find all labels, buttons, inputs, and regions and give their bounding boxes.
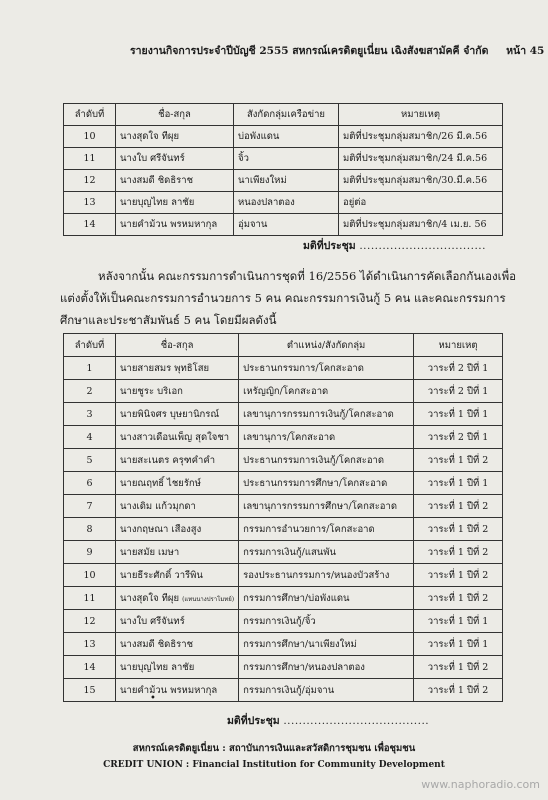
cell-position: เลขานุการ/โคกสะอาด bbox=[239, 426, 414, 449]
cell-name bbox=[116, 518, 239, 541]
selection-paragraph bbox=[60, 265, 517, 331]
table-row bbox=[64, 449, 503, 472]
cell-position: กรรมการเงินกู้/แสนพัน bbox=[239, 541, 414, 564]
person-name: นายณฤทธิ์ ไชยรักษ์ bbox=[120, 477, 201, 489]
cell-position: รองประธานกรรมการ/หนองบัวสร้าง bbox=[239, 564, 414, 587]
table-row bbox=[64, 170, 503, 192]
person-name: นายบุญไทย ลาชัย bbox=[120, 661, 195, 673]
cell-no: 12 bbox=[64, 170, 116, 192]
cell-note: มติที่ประชุมกลุ่มสมาชิก/4 เม.ย. 56 bbox=[339, 214, 503, 236]
table-header-row bbox=[64, 104, 503, 126]
cell-note: มติที่ประชุมกลุ่มสมาชิก/30.มี.ค.56 bbox=[339, 170, 503, 192]
cell-position: กรรมการศึกษา/นาเพียงใหม่ bbox=[239, 633, 414, 656]
cell-no: 11 bbox=[64, 148, 116, 170]
cell-name bbox=[116, 587, 239, 610]
cell-note: วาระที่ 1 ปีที่ 1 bbox=[414, 472, 503, 495]
cell-group: อุ่มจาน bbox=[234, 214, 339, 236]
cell-no: 1 bbox=[64, 357, 116, 380]
table-row bbox=[64, 564, 503, 587]
person-name: นายสมัย เมษา bbox=[120, 546, 180, 558]
table-row bbox=[64, 679, 503, 702]
resolution-label: มติที่ประชุม bbox=[303, 240, 356, 252]
resolution-line-2 bbox=[227, 712, 429, 729]
cell-no: 13 bbox=[64, 192, 116, 214]
cell-note: วาระที่ 1 ปีที่ 1 bbox=[414, 403, 503, 426]
cell-note: วาระที่ 1 ปีที่ 2 bbox=[414, 587, 503, 610]
cell-no: 10 bbox=[64, 126, 116, 148]
table-row bbox=[64, 587, 503, 610]
person-name: นางใบ ศรีจันทร์ bbox=[120, 615, 185, 627]
paragraph-line: ศึกษาและประชาสัมพันธ์ 5 คน โดยมีผลดังนี้ bbox=[60, 313, 277, 327]
table-body bbox=[64, 357, 503, 702]
table-row bbox=[64, 380, 503, 403]
table-row bbox=[64, 610, 503, 633]
cell-note: วาระที่ 1 ปีที่ 1 bbox=[414, 610, 503, 633]
cell-group: หนองปลาตอง bbox=[234, 192, 339, 214]
table-row bbox=[64, 148, 503, 170]
resolution-blank: ...................................... bbox=[283, 715, 430, 727]
cell-name bbox=[116, 380, 239, 403]
paragraph-line: แต่งตั้งให้เป็นคณะกรรมการอำนวยการ 5 คน คณะกรรมการเงินกู้ 5 คน และคณะกรรมการ bbox=[60, 291, 506, 305]
cell-no: 5 bbox=[64, 449, 116, 472]
cell-name bbox=[116, 426, 239, 449]
footer-thai: สหกรณ์เครดิตยูเนี่ยน : สถาบันการเงินและสวัสดิการชุมชน เพื่อชุมชน bbox=[132, 743, 416, 754]
cell-position: กรรมการศึกษา/บ่อพังแดน bbox=[239, 587, 414, 610]
table-row bbox=[64, 472, 503, 495]
cell-position: กรรมการอำนวยการ/โคกสะอาด bbox=[239, 518, 414, 541]
footer-english: CREDIT UNION : Financial Institution for Community Development bbox=[103, 760, 445, 770]
cell-no: 8 bbox=[64, 518, 116, 541]
table-row bbox=[64, 357, 503, 380]
cell-no: 10 bbox=[64, 564, 116, 587]
cell-name bbox=[116, 472, 239, 495]
cell-note: วาระที่ 1 ปีที่ 1 bbox=[414, 633, 503, 656]
name-annotation: (แทนนางปราโมทย์) bbox=[182, 595, 235, 603]
cell-no: 13 bbox=[64, 633, 116, 656]
cell-name: นางสุดใจ ทีผุย bbox=[116, 126, 234, 148]
report-title: รายงานกิจการประจำปีบัญชี 2555 สหกรณ์เครดิตยูเนี่ยน เฉิงสังฆสามัคคี จำกัด bbox=[130, 45, 489, 57]
table-row bbox=[64, 426, 503, 449]
col-header-note: หมายเหตุ bbox=[414, 334, 503, 357]
person-name: นายพินิจศร บุษยานิกรณ์ bbox=[120, 408, 220, 420]
table-row bbox=[64, 518, 503, 541]
cell-position: กรรมการศึกษา/หนองปลาตอง bbox=[239, 656, 414, 679]
col-header-group: สังกัดกลุ่มเครือข่าย bbox=[234, 104, 339, 126]
cell-name bbox=[116, 564, 239, 587]
cell-no: 3 bbox=[64, 403, 116, 426]
cell-note: วาระที่ 1 ปีที่ 2 bbox=[414, 656, 503, 679]
cell-name bbox=[116, 495, 239, 518]
table-row bbox=[64, 541, 503, 564]
person-name: นางสุดใจ ทีผุย bbox=[120, 592, 180, 604]
cell-position: เหรัญญิก/โคกสะอาด bbox=[239, 380, 414, 403]
cell-group: บ่อพังแดน bbox=[234, 126, 339, 148]
cell-note: วาระที่ 1 ปีที่ 2 bbox=[414, 541, 503, 564]
person-name: นายธีระศักดิ์ วารีพิน bbox=[120, 569, 203, 581]
committee-positions-table bbox=[63, 333, 503, 702]
col-header-name: ชื่อ-สกุล bbox=[116, 104, 234, 126]
table-row bbox=[64, 656, 503, 679]
table-row bbox=[64, 495, 503, 518]
person-name: นางกฤษณา เสืองสูง bbox=[120, 523, 202, 535]
cell-note: วาระที่ 2 ปีที่ 1 bbox=[414, 380, 503, 403]
page-header bbox=[130, 42, 544, 59]
cell-name bbox=[116, 610, 239, 633]
cell-position: กรรมการเงินกู้/จิ้ว bbox=[239, 610, 414, 633]
cell-no: 11 bbox=[64, 587, 116, 610]
cell-no: 15 bbox=[64, 679, 116, 702]
cell-note: มติที่ประชุมกลุ่มสมาชิก/24 มี.ค.56 bbox=[339, 148, 503, 170]
stray-mark: • bbox=[150, 693, 156, 704]
committee-table-continued bbox=[63, 103, 503, 236]
cell-no: 14 bbox=[64, 656, 116, 679]
cell-note: มติที่ประชุมกลุ่มสมาชิก/26 มี.ค.56 bbox=[339, 126, 503, 148]
cell-no: 14 bbox=[64, 214, 116, 236]
cell-name bbox=[116, 403, 239, 426]
cell-name bbox=[116, 449, 239, 472]
cell-note: วาระที่ 1 ปีที่ 2 bbox=[414, 449, 503, 472]
cell-name bbox=[116, 656, 239, 679]
resolution-blank: ................................. bbox=[359, 240, 486, 252]
cell-name: นางใบ ศรีจันทร์ bbox=[116, 148, 234, 170]
cell-position: เลขานุการกรรมการเงินกู้/โคกสะอาด bbox=[239, 403, 414, 426]
person-name: นายสะเนตร ครุฑคำคำ bbox=[120, 454, 216, 466]
table-body bbox=[64, 126, 503, 236]
cell-position: ประธานกรรมการเงินกู้/โคกสะอาด bbox=[239, 449, 414, 472]
cell-position: กรรมการเงินกู้/อุ่มจาน bbox=[239, 679, 414, 702]
cell-no: 7 bbox=[64, 495, 116, 518]
cell-name bbox=[116, 633, 239, 656]
person-name: นางสาวเดือนเพ็ญ สุดใจชา bbox=[120, 431, 230, 443]
table-row bbox=[64, 633, 503, 656]
cell-note: วาระที่ 2 ปีที่ 1 bbox=[414, 426, 503, 449]
person-name: นายสายสมร พุทธิโสย bbox=[120, 362, 210, 374]
cell-group: นาเพียงใหม่ bbox=[234, 170, 339, 192]
cell-note: วาระที่ 1 ปีที่ 2 bbox=[414, 679, 503, 702]
table-header-row bbox=[64, 334, 503, 357]
table-row bbox=[64, 192, 503, 214]
resolution-label: มติที่ประชุม bbox=[227, 715, 280, 727]
cell-no: 2 bbox=[64, 380, 116, 403]
cell-note: วาระที่ 1 ปีที่ 2 bbox=[414, 564, 503, 587]
table-row bbox=[64, 126, 503, 148]
paragraph-line: หลังจากนั้น คณะกรรมการดำเนินการชุดที่ 16/2556 ได้ดำเนินการคัดเลือกกันเองเพื่อ bbox=[98, 269, 517, 283]
col-header-no: ลำดับที่ bbox=[64, 104, 116, 126]
cell-name: นายคำม้วน พรหมหากุล bbox=[116, 214, 234, 236]
person-name: นายชูระ บริเอก bbox=[120, 385, 183, 397]
watermark: www.naphoradio.com bbox=[421, 778, 540, 791]
cell-name bbox=[116, 541, 239, 564]
cell-position: ประธานกรรมการศึกษา/โคกสะอาด bbox=[239, 472, 414, 495]
cell-position: ประธานกรรมการ/โคกสะอาด bbox=[239, 357, 414, 380]
col-header-position: ตำแหน่ง/สังกัดกลุ่ม bbox=[239, 334, 414, 357]
person-name: นางสมดี ชิดธิราช bbox=[120, 638, 194, 650]
cell-note: วาระที่ 2 ปีที่ 1 bbox=[414, 357, 503, 380]
cell-note: อยู่ต่อ bbox=[339, 192, 503, 214]
person-name: นายคำม้วน พรหมหากุล bbox=[120, 684, 218, 696]
cell-no: 4 bbox=[64, 426, 116, 449]
cell-no: 6 bbox=[64, 472, 116, 495]
table-row bbox=[64, 214, 503, 236]
cell-group: จิ้ว bbox=[234, 148, 339, 170]
cell-note: วาระที่ 1 ปีที่ 2 bbox=[414, 495, 503, 518]
page-number: หน้า 45 bbox=[506, 45, 545, 57]
cell-no: 9 bbox=[64, 541, 116, 564]
table-row bbox=[64, 403, 503, 426]
resolution-line-1 bbox=[303, 237, 486, 254]
col-header-note: หมายเหตุ bbox=[339, 104, 503, 126]
col-header-name: ชื่อ-สกุล bbox=[116, 334, 239, 357]
cell-name bbox=[116, 357, 239, 380]
cell-no: 12 bbox=[64, 610, 116, 633]
col-header-no: ลำดับที่ bbox=[64, 334, 116, 357]
cell-position: เลขานุการกรรมการศึกษา/โคกสะอาด bbox=[239, 495, 414, 518]
cell-name: นางสมดี ชิดธิราช bbox=[116, 170, 234, 192]
person-name: นางเดิม แก้วมุกดา bbox=[120, 500, 196, 512]
cell-name: นายบุญไทย ลาชัย bbox=[116, 192, 234, 214]
cell-note: วาระที่ 1 ปีที่ 2 bbox=[414, 518, 503, 541]
cell-name bbox=[116, 679, 239, 702]
